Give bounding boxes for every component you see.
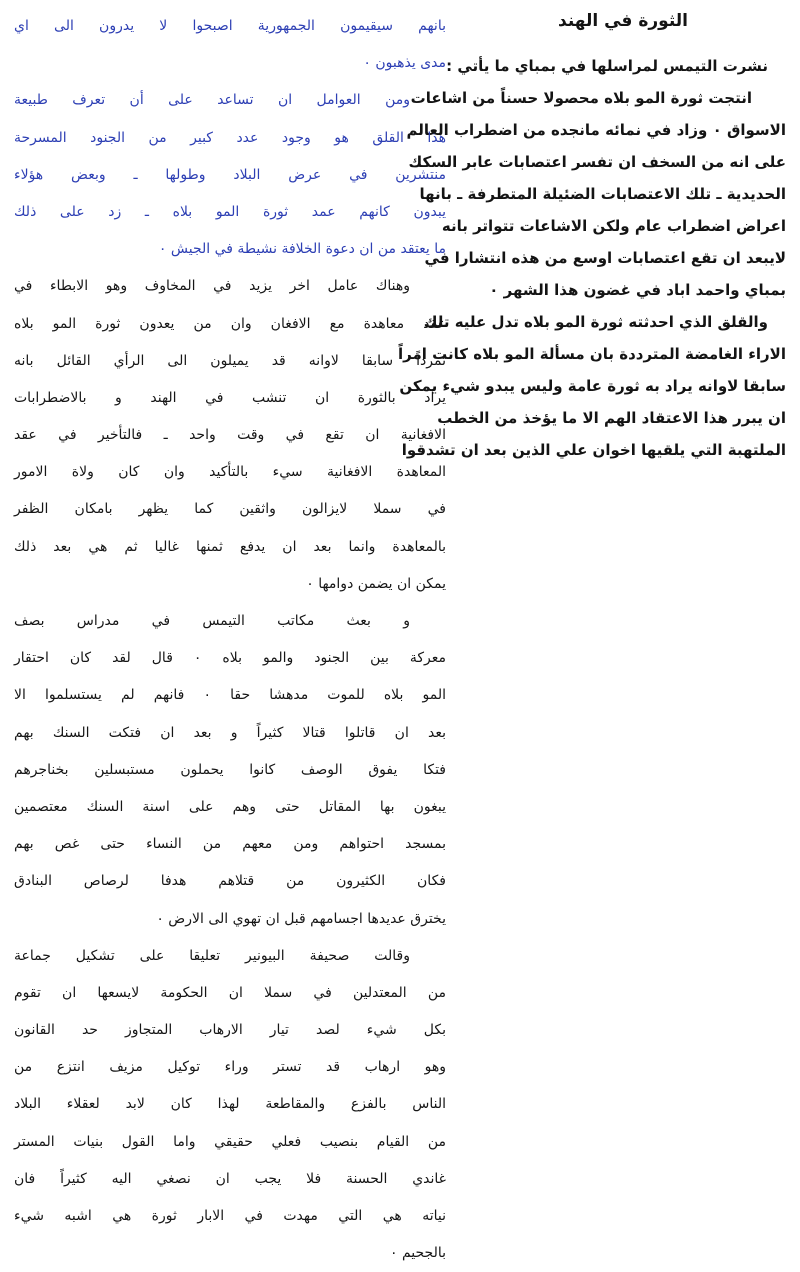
article-line: على انه من السخف ان تفسر اعتصابات عابر السكك — [408, 153, 786, 171]
article-line: عقد معاهدة مع الافغان وان من يعدون ثورة المو بلاه — [14, 315, 446, 332]
article-line-blue: يبدون كانهم عمد ثورة المو بلاه ـ زد على ذلك — [14, 203, 446, 220]
article-line: يخترق عديدها اجسامهم قبل ان تهوي الى الارض ٠ — [156, 910, 446, 927]
article-line: يبغون بها المقاتل حتى وهم على اسنة السنك معتصمين — [14, 798, 446, 815]
article-line: ان يبرر هذا الاعتقاد الهم الا ما يؤخذ من الخطب — [437, 409, 786, 427]
article-line: المعاهدة الافغانية سيء بالتأكيد وان كان ولاة الامور — [14, 464, 446, 481]
article-line: وهو ارهاب قد تستر وراء توكيل مزيف انتزع من — [14, 1059, 446, 1076]
article-line-blue: بانهم سيقيمون الجمهورية اصبحوا لا يدرون الى اي — [14, 18, 446, 34]
article-line: بمباي واحمد اباد في غضون هذا الشهر ٠ — [489, 281, 786, 299]
article-line: نشرت التيمس لمراسلها في بمباي ما يأتي : — [446, 57, 768, 75]
article-line: المو بلاه للموت مدهشا حقا ٠ فانهم لم يستسلموا الا — [14, 687, 446, 704]
article-line: و بعث مكاتب التيمس في مدراس بصف — [14, 613, 410, 629]
article-line: الحديدية ـ تلك الاعتصابات الضئيلة المتطرفة ـ بانها — [419, 185, 786, 203]
article-line: من المعتدلين في سملا ان الحكومة لايسعها ان تقوم — [14, 984, 446, 1001]
article-line: معركة بين الجنود والمو بلاه ٠ قال لقد كان احتقار — [14, 650, 447, 667]
article-line: نياته هي التي مهدت في الابار ثورة هي اشبه شيء — [14, 1208, 446, 1224]
article-line: الناس بالفزع والمقاطعة لهذا كان لابد لعقلاء البلاد — [14, 1096, 446, 1113]
article-line: بكل شيء لصد تيار الارهاب المتجاوز حد القانون — [14, 1022, 446, 1039]
article-line: الاسواق ٠ وزاد في نمائه مانجده من اضطراب العالم — [406, 121, 786, 139]
article-line-blue: مدى يذهبون ٠ — [363, 55, 446, 72]
article-line: اعراض اضطراب عام ولكن الاشاعات تتواتر بانه — [441, 217, 786, 235]
article-line: وهناك عامل اخر يزيد في المخاوف وهو الابطاء في — [14, 278, 410, 295]
article-line: الملتهبة التي يلقيها اخوان علي الذين بعد ان تشدقوا — [401, 441, 786, 459]
article-line: تمرداً سابقا لاوانه قد يميلون الى الرأي القائل بانه — [14, 352, 446, 369]
article-line: غاندي الحسنة فلا يجب ان نصغي اليه كثيراً فان — [14, 1170, 446, 1187]
article-line: فكان الكثيرون من قتلاهم هدفا لرصاص البنادق — [14, 873, 446, 890]
article-line: بمسجد احتواهم ومن معهم من النساء حتى غص بهم — [14, 836, 446, 853]
article-line: من القيام بنصيب فعلي حقيقي واما القول بنيات المستر — [14, 1133, 446, 1150]
article-line: لايبعد ان تقع اعتصابات اوسع من هذه انتشارا في — [424, 249, 786, 267]
article-line: انتجت ثورة المو بلاه محصولا حسناً من اشاعات — [410, 89, 752, 107]
article-line-blue: هذا القلق هو وجود عدد كبير من الجنود المسرحة — [14, 129, 446, 146]
article-line: الاراء الغامضة المترددة بان مسألة المو بلاه كانت امراً — [398, 345, 786, 363]
article-line-blue: ومن العوامل ان تساعد على أن تعرف طبيعة — [14, 92, 410, 109]
article-line-blue: ما يعتقد من ان دعوة الخلافة نشيطة في الجيش ٠ — [158, 241, 446, 258]
article-line: يراد بالثورة ان تنشب في الهند و بالاضطرابات — [14, 389, 446, 406]
article-line: بعد ان قاتلوا قتالا كثيراً و بعد ان فتكت السنك بهم — [14, 724, 446, 741]
article-line: وقالت صحيفة البيونير تعليقا على تشكيل جماعة — [14, 947, 410, 964]
article-line: سابقا لاوانه يراد به ثورة عامة وليس يبدو شيء يمكن — [399, 377, 786, 395]
article-line: الافغانية ان تقع في وقت واحد ـ فالتأخير في عقد — [14, 427, 446, 444]
article-column-left — [14, 8, 447, 1262]
article-line: يمكن ان يضمن دوامها ٠ — [306, 575, 446, 592]
article-title: الثورة في الهند — [558, 11, 688, 31]
article-line: والقلق الذي احدثته ثورة المو بلاه تدل عليه تلك — [423, 313, 768, 331]
article-line: في سملا لايزالون واثقين كما يظهر بامكان الظفر — [14, 501, 446, 518]
article-line-blue: منتشرين في عرض البلاد وطولها ـ وبعض هؤلاء — [14, 166, 446, 183]
article-line: بالمعاهدة وانما بعد ان يدفع ثمنها غاليا ثم هي بعد ذلك — [14, 538, 446, 555]
article-line: بالجحيم ٠ — [389, 1245, 446, 1262]
article-line: فتكا يفوق الوصف كانوا يحملون مستبسلين بخناجرهم — [14, 761, 446, 778]
